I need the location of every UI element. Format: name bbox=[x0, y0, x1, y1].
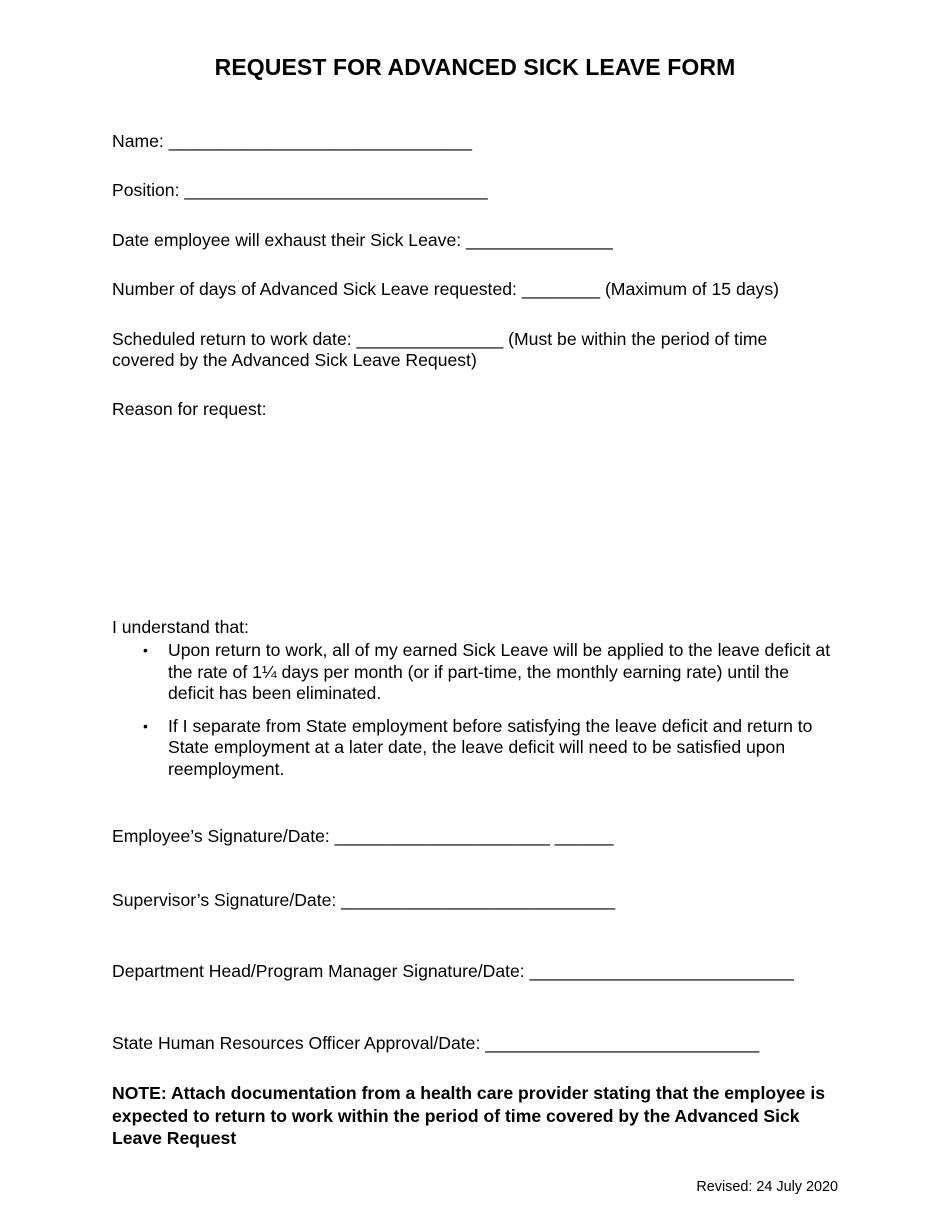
supervisor-signature-field[interactable]: Supervisor’s Signature/Date: ____________________________ bbox=[112, 890, 616, 910]
understanding-intro: I understand that: bbox=[112, 617, 249, 637]
days-requested-field[interactable]: Number of days of Advanced Sick Leave requested: ________ (Maximum of 15 days) bbox=[112, 279, 779, 299]
documentation-note: NOTE: Attach documentation from a health care provider stating that the employee is expected to return to work within the period of time covered by the Advanced Sick Leave Request bbox=[112, 1083, 825, 1148]
position-field[interactable]: Position: _______________________________ bbox=[112, 180, 488, 200]
list-item bbox=[112, 716, 837, 781]
reason-label: Reason for request: bbox=[112, 399, 267, 419]
name-field[interactable]: Name: _______________________________ bbox=[112, 131, 473, 151]
bullet-icon: • bbox=[143, 717, 148, 734]
bullet-icon: • bbox=[143, 642, 148, 658]
bullet-text: Upon return to work, all of my earned Sick Leave will be applied to the leave deficit at the rate of 1¼ days per month (or if part-time, the monthly earning rate) until the deficit has been eliminated. bbox=[168, 640, 831, 703]
exhaust-date-field[interactable]: Date employee will exhaust their Sick Leave: _______________ bbox=[112, 230, 613, 250]
hr-officer-approval-field[interactable]: State Human Resources Officer Approval/Date: ____________________________ bbox=[112, 1033, 760, 1053]
reason-area[interactable] bbox=[112, 424, 832, 604]
understanding-list bbox=[112, 640, 837, 780]
return-date-field[interactable]: Scheduled return to work date: _______________ (Must be within the period of time covered by the Advanced Sick Leave Request) bbox=[112, 329, 768, 370]
employee-signature-field[interactable]: Employee’s Signature/Date: ______________________ ______ bbox=[112, 826, 614, 846]
form-title: REQUEST FOR ADVANCED SICK LEAVE FORM bbox=[214, 54, 736, 80]
list-item bbox=[112, 640, 837, 705]
bullet-text: If I separate from State employment before satisfying the leave deficit and return to State employment at a later date, the leave deficit will need to be satisfied upon reemployment. bbox=[168, 715, 813, 779]
department-head-signature-field[interactable]: Department Head/Program Manager Signature/Date: ___________________________ bbox=[112, 961, 794, 981]
revision-date: Revised: 24 July 2020 bbox=[696, 1179, 838, 1195]
